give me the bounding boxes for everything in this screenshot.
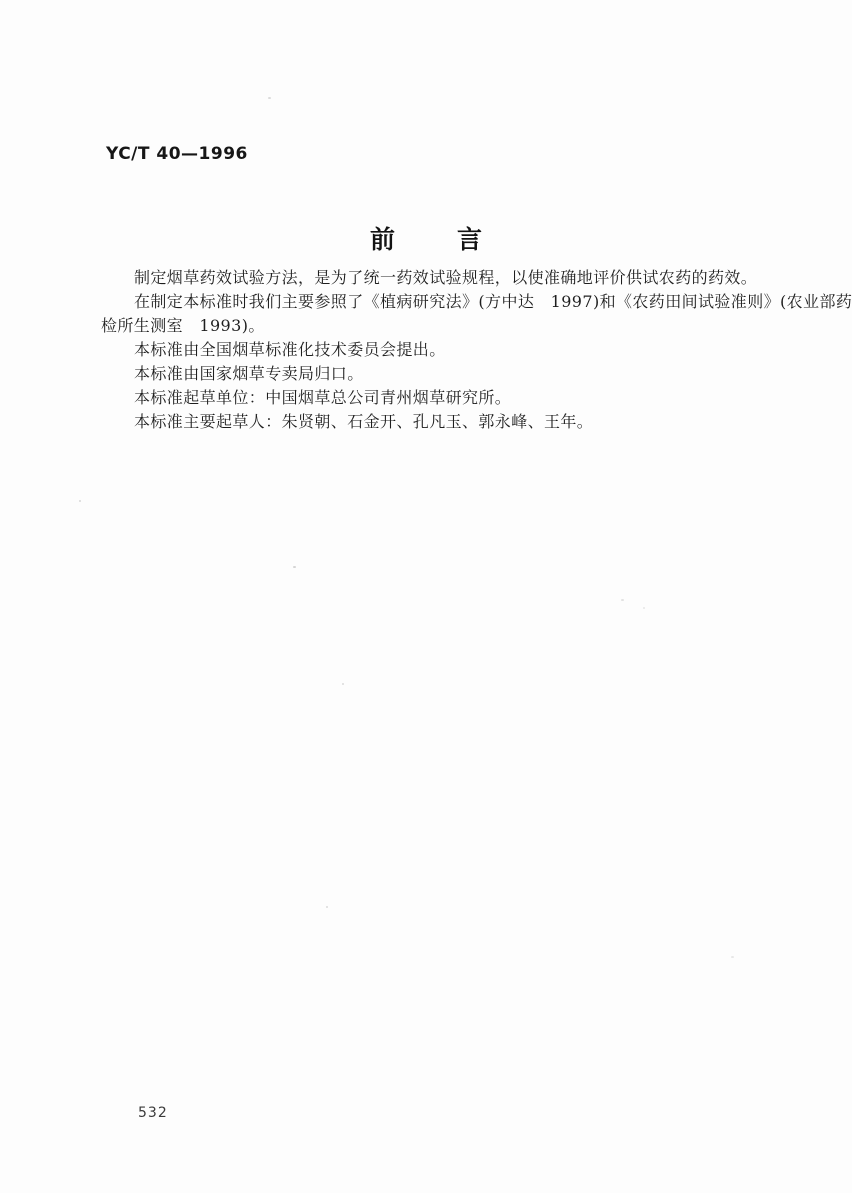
page-number: 532 bbox=[138, 1105, 168, 1121]
body-line: 本标准由国家烟草专卖局归口。 bbox=[134, 364, 364, 383]
body-line: 本标准起草单位：中国烟草总公司青州烟草研究所。 bbox=[134, 388, 512, 407]
foreword-body bbox=[101, 266, 852, 434]
scan-speck bbox=[342, 683, 344, 685]
body-line: 在制定本标准时我们主要参照了《植病研究法》(方中达 1997)和《农药田间试验准则》(农业部药 bbox=[134, 292, 852, 311]
body-line: 本标准由全国烟草标准化技术委员会提出。 bbox=[134, 340, 446, 359]
scan-speck bbox=[326, 906, 328, 908]
body-line: 制定烟草药效试验方法，是为了统一药效试验规程，以使准确地评价供试农药的药效。 bbox=[134, 268, 758, 287]
scan-speck bbox=[293, 566, 296, 568]
scan-speck bbox=[621, 599, 624, 601]
page-title bbox=[0, 220, 852, 256]
scan-speck bbox=[268, 97, 271, 99]
body-line: 检所生测室 1993)。 bbox=[101, 316, 265, 335]
page-title-char: 言 bbox=[457, 225, 483, 254]
body-line: 本标准主要起草人：朱贤朝、石金开、孔凡玉、郭永峰、王年。 bbox=[134, 412, 594, 431]
page-title-char: 前 bbox=[369, 225, 395, 254]
doc-code: YC/T 40—1996 bbox=[106, 144, 248, 164]
scan-speck bbox=[643, 607, 645, 609]
scan-speck bbox=[731, 956, 734, 958]
scan-speck bbox=[79, 500, 81, 502]
